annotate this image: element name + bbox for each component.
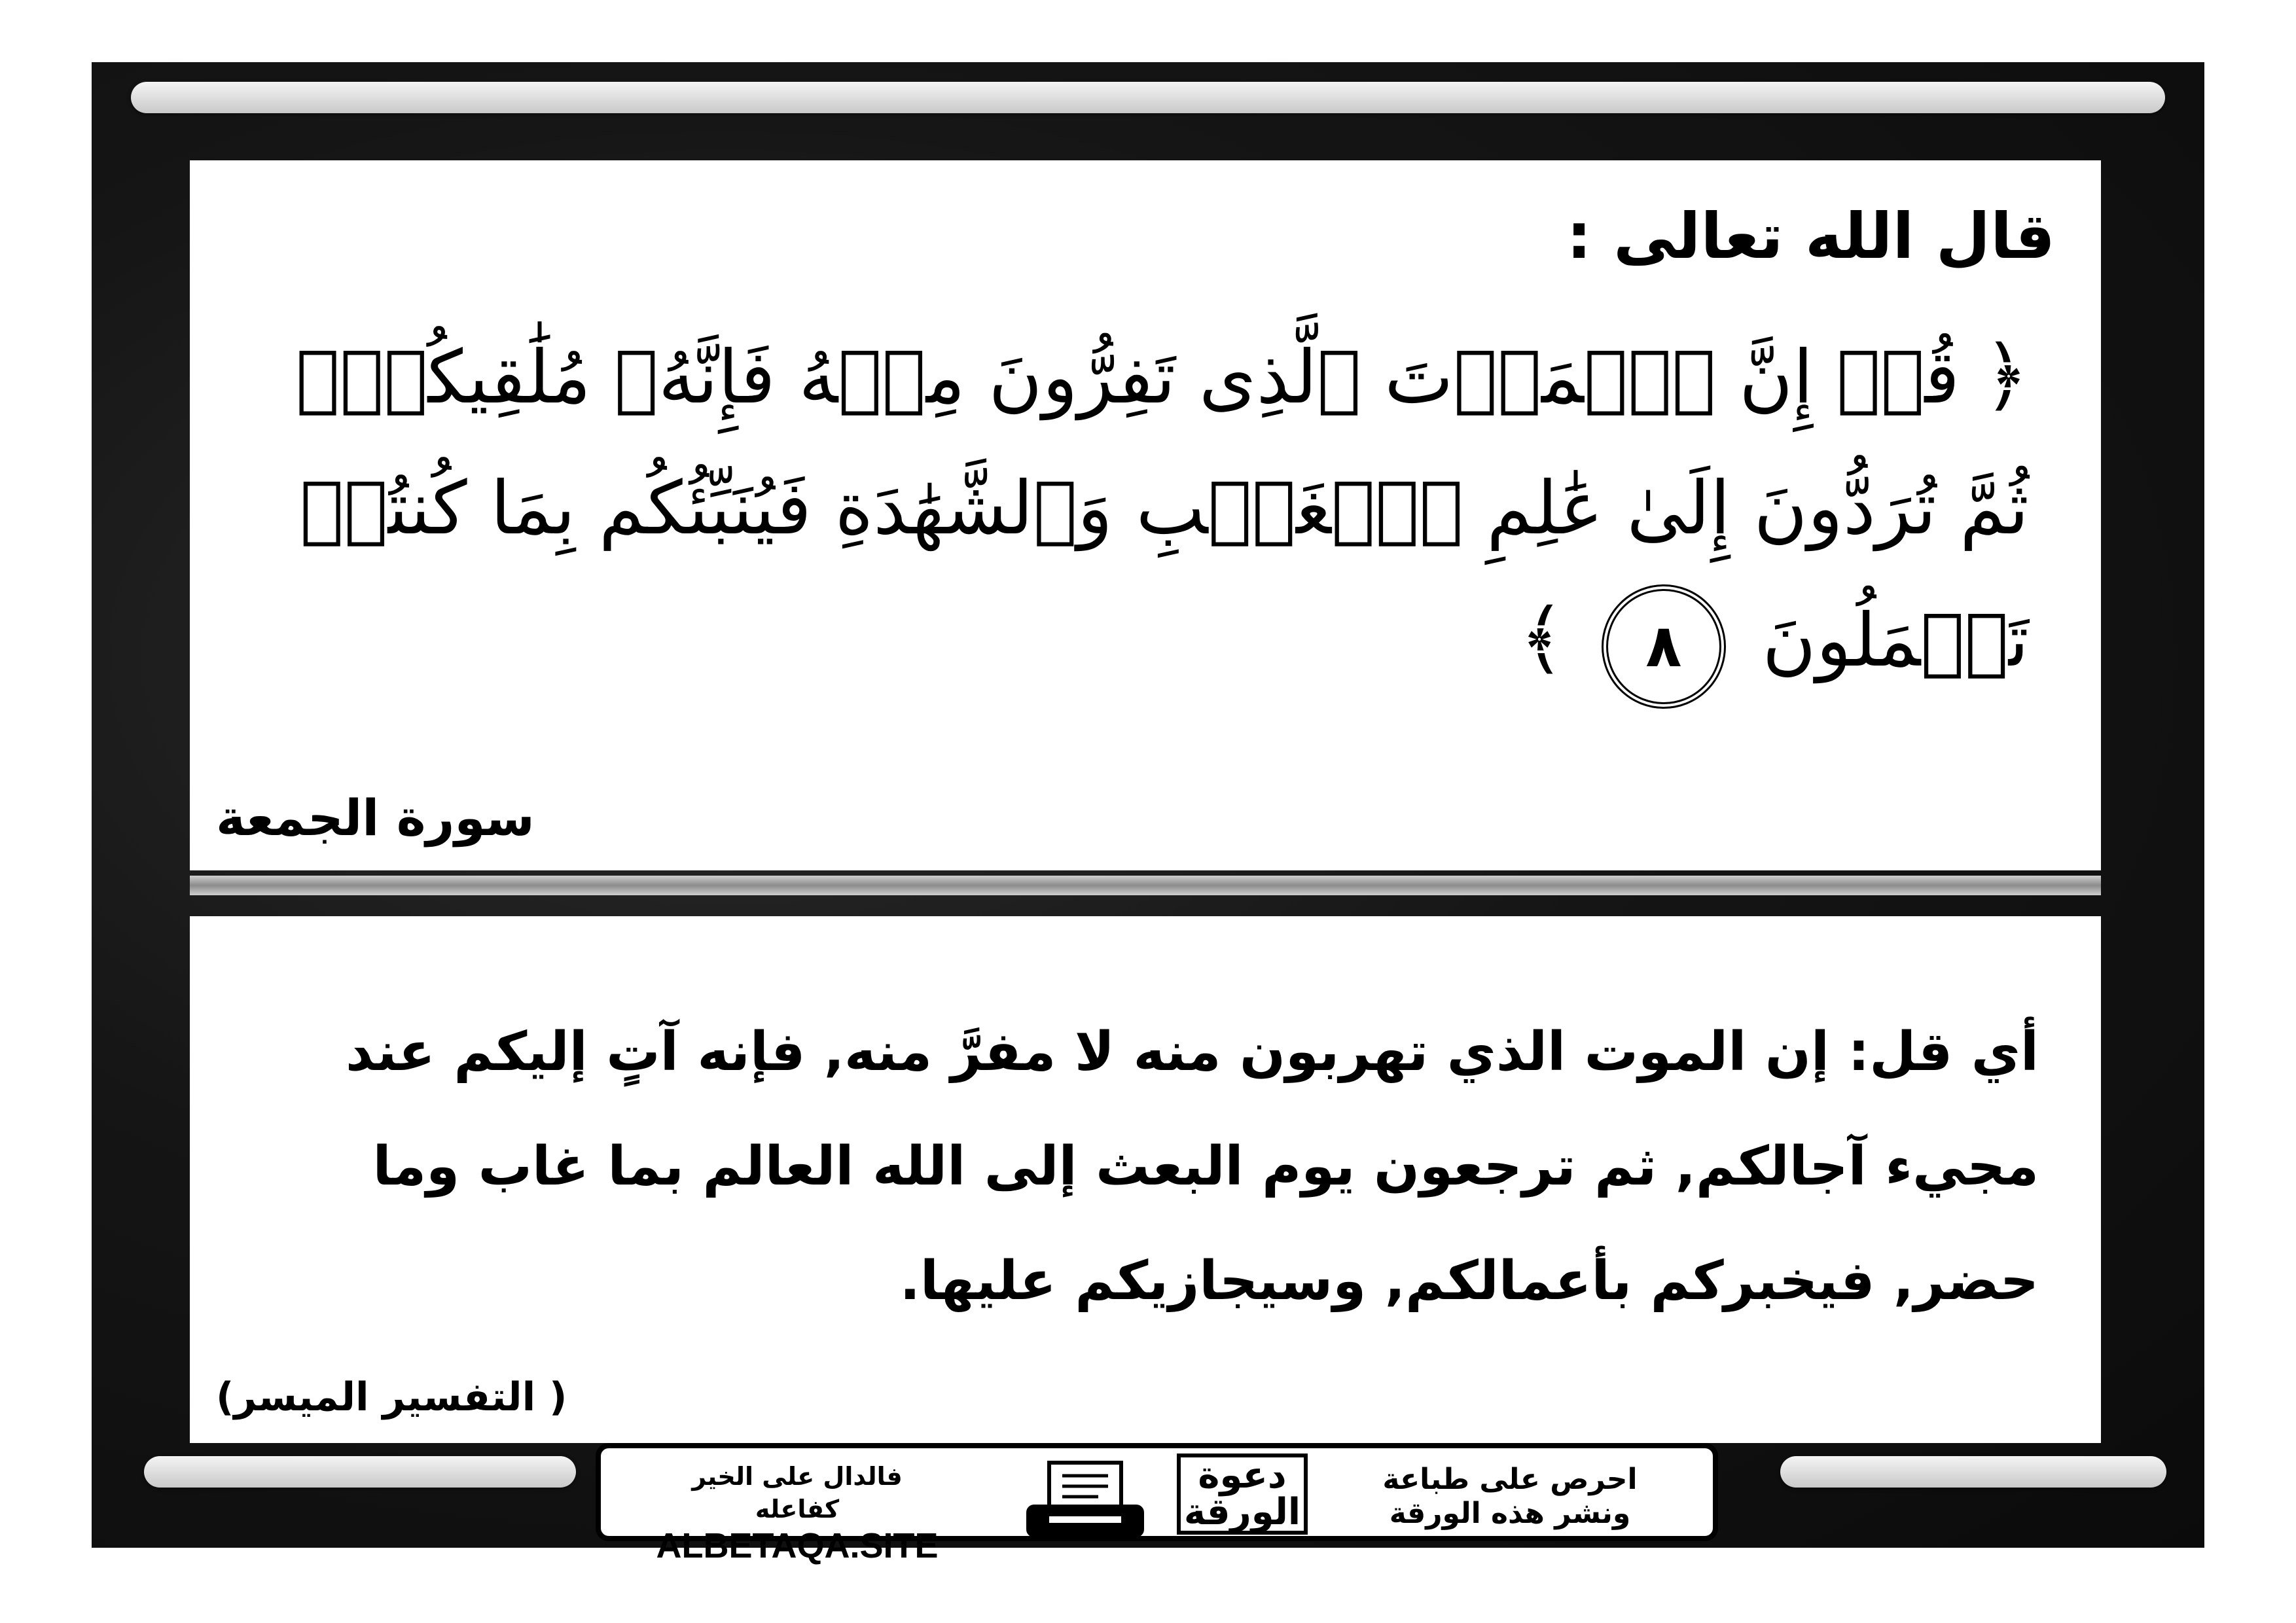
bottom-right-decorative-bar (1780, 1456, 2166, 1488)
footer-left-note (647, 1460, 948, 1566)
ayah-number-badge: ٨ (1602, 584, 1726, 709)
quran-verse (262, 311, 2029, 709)
logo-text: دعوة الورقة (1183, 1454, 1301, 1533)
top-decorative-bar (131, 82, 2165, 113)
tafsir-panel (190, 916, 2101, 1443)
verse-text: قُلۡ إِنَّ ٱلۡمَوۡتَ ٱلَّذِى تَفِرُّونَ مِنۡهُ فَإِنَّهُۥ مُلَٰقِيكُمۡۖ ثُمَّ تُرَدُّونَ إِلَىٰ عَٰلِمِ ٱلۡغَيۡبِ وَٱلشَّهَٰدَةِ فَيُنَبِّئُكُم بِمَا كُنتُمۡ تَعۡمَلُونَ (295, 335, 2029, 683)
verse-panel (190, 160, 2101, 870)
page-title: قال الله تعالى : (1566, 200, 2055, 273)
tafsir-text: أي قل: إن الموت الذي تهربون منه لا مفرَّ منه, فإنه آتٍ إليكم عند مجيء آجالكم, ثم ترجعون يوم البعث إلى الله العالم بما غاب وما حضر, فيخبركم بأعمالكم, وسيجازيكم عليها. (345, 1021, 2039, 1312)
printer-icon (1020, 1457, 1151, 1543)
footer-box (596, 1443, 1718, 1565)
footer-right-note (1372, 1463, 1647, 1531)
tafsir-source: ( التفسير الميسر) (216, 1374, 567, 1420)
verse-close-bracket: ﴾ (1518, 594, 1566, 685)
surah-name: سورة الجمعة (216, 789, 535, 847)
verse-open-bracket: ﴿ (1982, 330, 2029, 421)
footer-site-link[interactable]: ALBETAQA.SITE (656, 1526, 939, 1565)
section-divider (190, 876, 2101, 895)
footer-proverb: فالدال على الخير كفاعله (692, 1462, 903, 1524)
footer-share-line: ونشر هذه الورقة (1389, 1497, 1631, 1530)
logo (1177, 1454, 1308, 1535)
footer-print-line: احرص على طباعة (1382, 1463, 1638, 1496)
bottom-left-decorative-bar (144, 1456, 576, 1488)
